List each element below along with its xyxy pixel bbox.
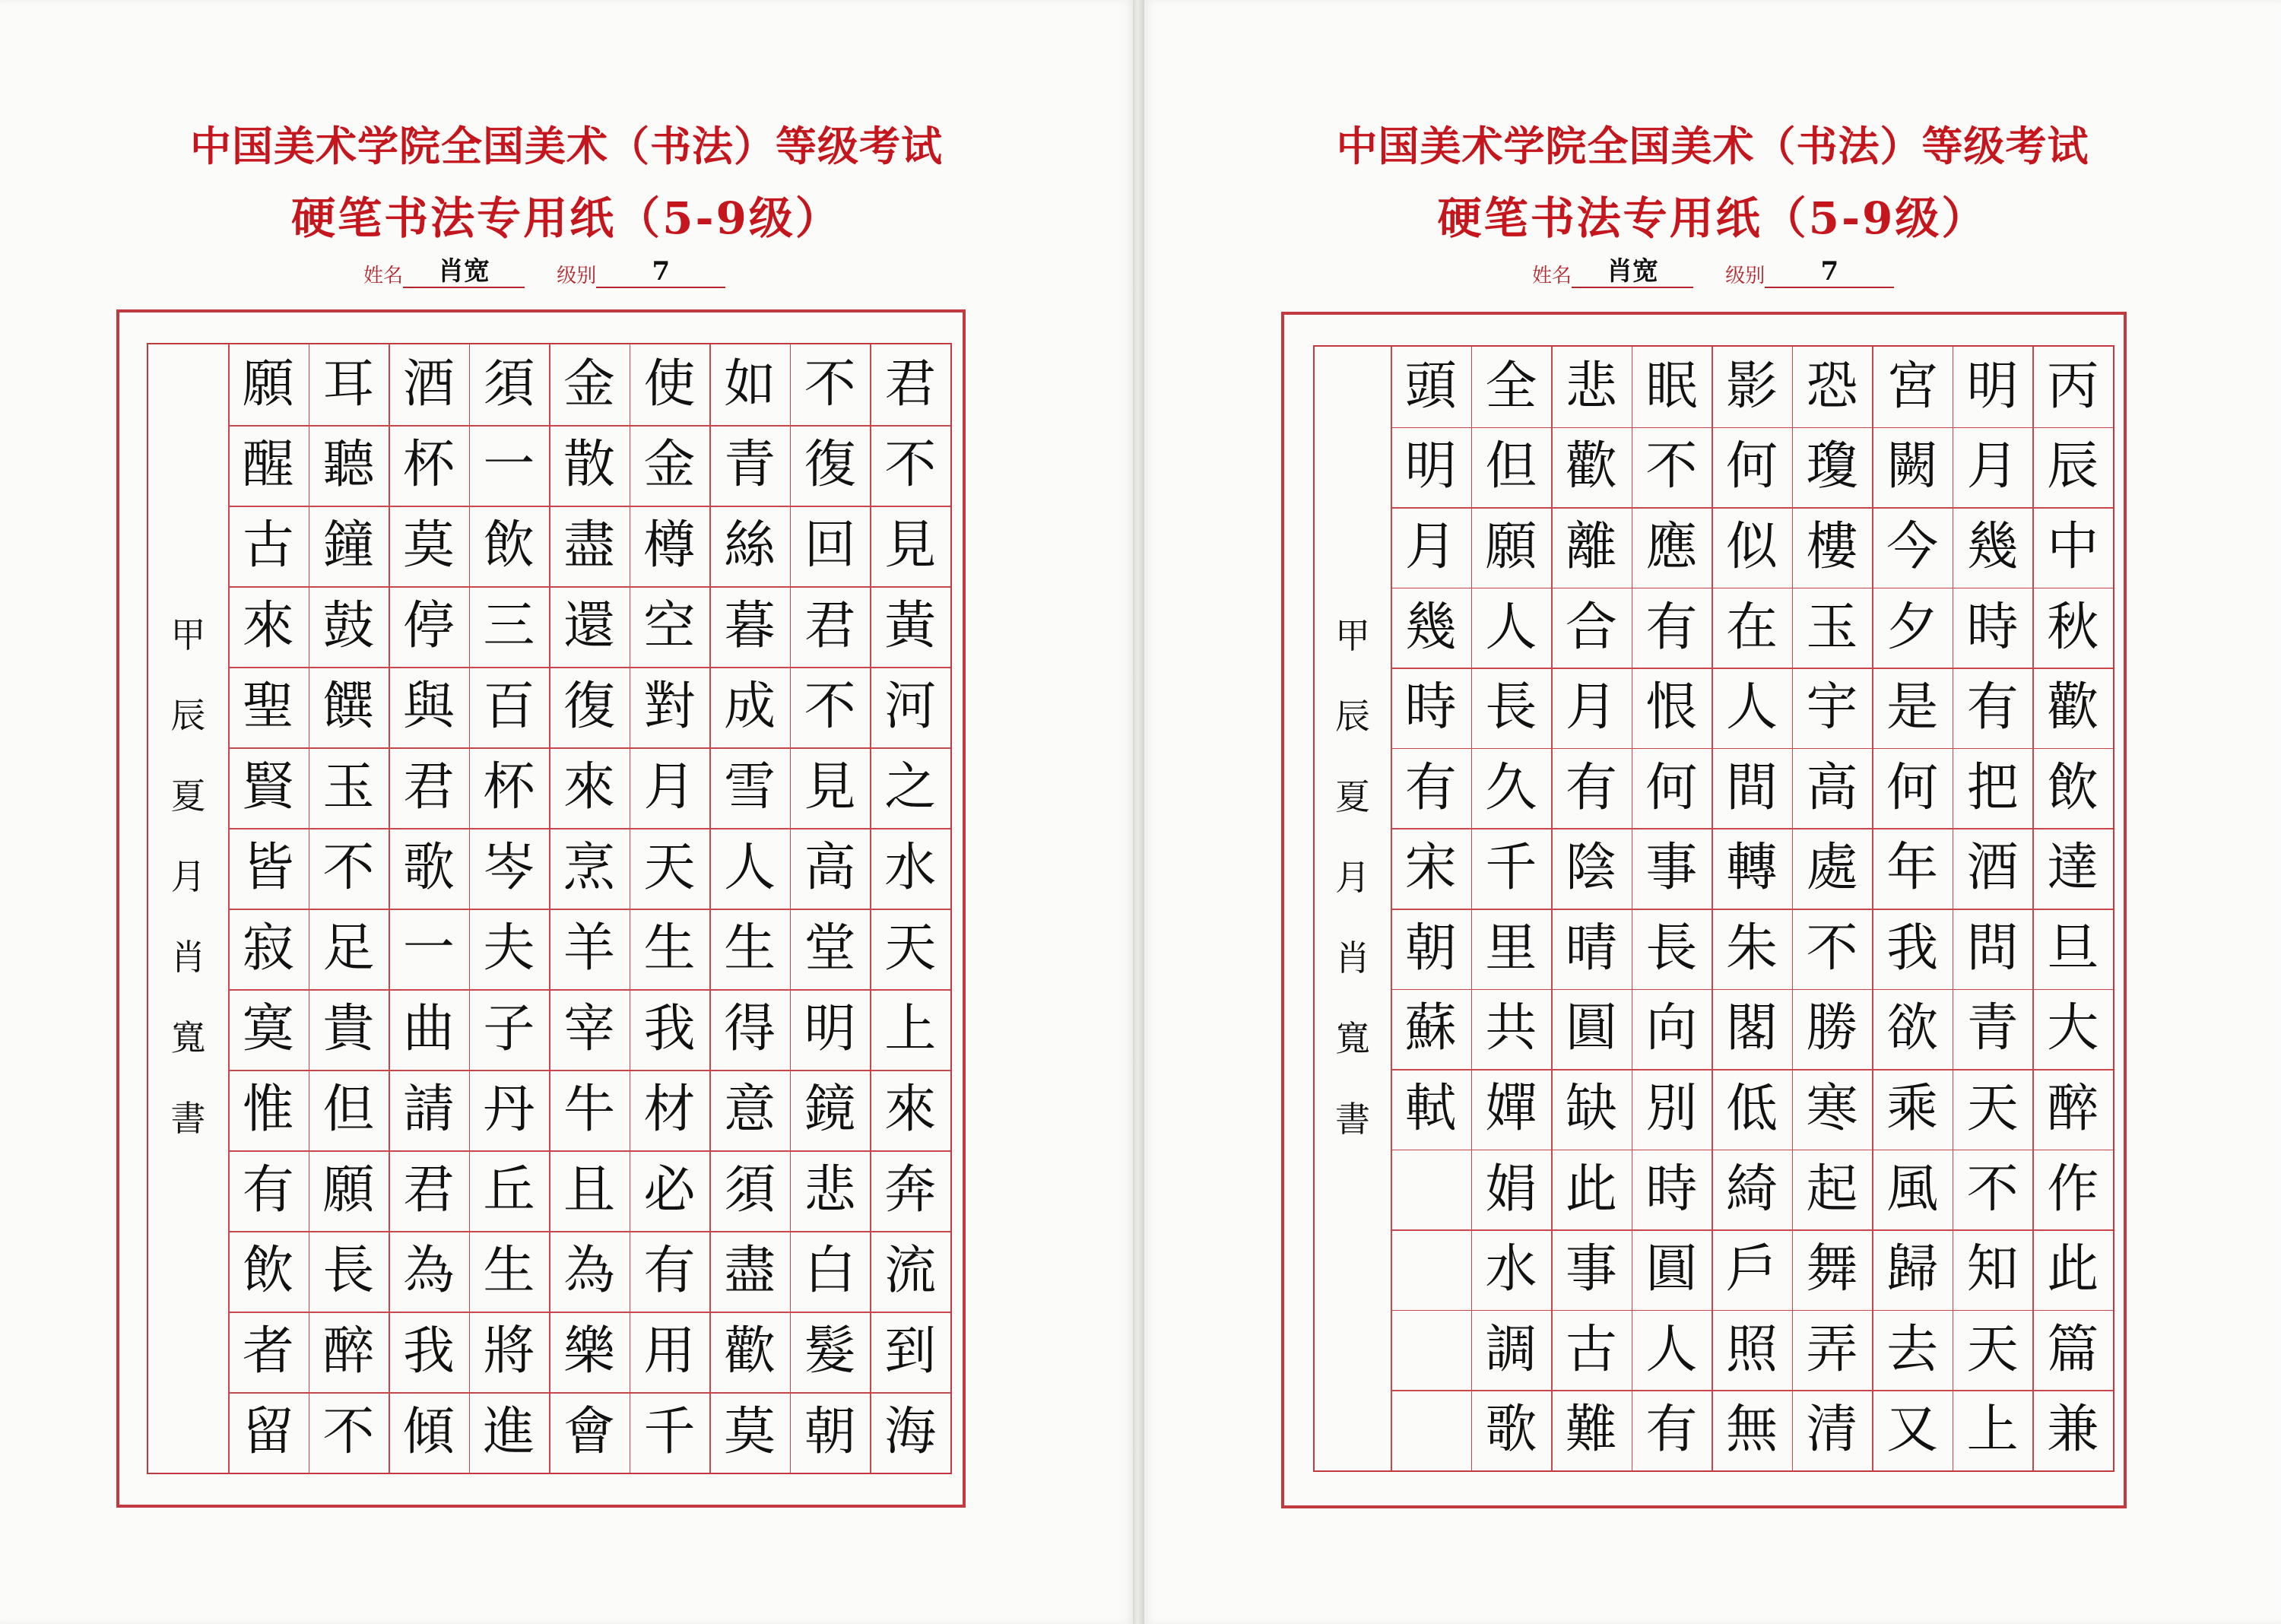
calligraphy-character: 還 <box>563 596 615 656</box>
calligraphy-character: 共 <box>1485 998 1537 1059</box>
level-value: 7 <box>596 256 725 288</box>
signature-character: 甲 <box>1335 615 1370 657</box>
calligraphy-character: 皆 <box>242 838 294 898</box>
calligraphy-character: 高 <box>804 838 856 898</box>
calligraphy-character: 鏡 <box>804 1080 856 1140</box>
calligraphy-character: 有 <box>1645 597 1698 658</box>
calligraphy-character: 幾 <box>1404 597 1457 658</box>
calligraphy-character: 夕 <box>1886 597 1939 658</box>
calligraphy-character: 難 <box>1565 1400 1617 1461</box>
calligraphy-character: 請 <box>402 1080 455 1140</box>
calligraphy-character: 歡 <box>724 1321 776 1381</box>
name-label: 姓名 <box>1532 265 1572 287</box>
calligraphy-character: 聖 <box>242 677 294 737</box>
calligraphy-character: 不 <box>1966 1159 2019 1220</box>
calligraphy-character: 達 <box>2047 838 2099 899</box>
calligraphy-character: 瓊 <box>1806 436 1858 497</box>
calligraphy-character: 停 <box>402 596 455 656</box>
calligraphy-character: 君 <box>804 596 856 656</box>
calligraphy-character: 時 <box>1645 1159 1698 1220</box>
calligraphy-character: 成 <box>724 677 776 737</box>
calligraphy-character: 事 <box>1645 838 1698 899</box>
calligraphy-character: 飲 <box>2047 757 2099 818</box>
calligraphy-character: 明 <box>804 999 856 1059</box>
calligraphy-character: 曲 <box>402 999 455 1059</box>
calligraphy-character: 影 <box>1725 356 1778 417</box>
calligraphy-character: 歡 <box>1565 436 1617 497</box>
right-sheet <box>1144 0 2281 1624</box>
calligraphy-character: 願 <box>322 1160 375 1220</box>
calligraphy-character: 明 <box>1404 436 1457 497</box>
calligraphy-character: 金 <box>643 435 696 495</box>
calligraphy-character: 會 <box>563 1402 615 1462</box>
calligraphy-character: 古 <box>1565 1319 1617 1380</box>
calligraphy-character: 朝 <box>1404 918 1457 979</box>
calligraphy-character: 寞 <box>242 999 294 1059</box>
calligraphy-character: 牛 <box>563 1080 615 1140</box>
calligraphy-character: 得 <box>724 999 776 1059</box>
calligraphy-character: 兼 <box>2047 1400 2099 1461</box>
signature-character: 月 <box>170 855 206 897</box>
calligraphy-character: 君 <box>884 354 937 414</box>
calligraphy-character: 酒 <box>402 354 455 414</box>
calligraphy-character: 離 <box>1565 516 1617 577</box>
calligraphy-character: 天 <box>1966 1319 2019 1380</box>
calligraphy-character: 長 <box>322 1241 375 1301</box>
level-label: 级别 <box>557 265 597 287</box>
calligraphy-character: 明 <box>1966 356 2019 417</box>
calligraphy-character: 幾 <box>1966 516 2019 577</box>
calligraphy-character: 有 <box>1966 677 2019 738</box>
level-value: 7 <box>1765 256 1894 288</box>
calligraphy-character: 轉 <box>1725 838 1778 899</box>
calligraphy-character: 事 <box>1565 1239 1617 1300</box>
calligraphy-character: 不 <box>884 435 937 495</box>
calligraphy-character: 子 <box>483 999 535 1059</box>
calligraphy-character: 樂 <box>563 1321 615 1381</box>
calligraphy-character: 我 <box>643 999 696 1059</box>
calligraphy-character: 圓 <box>1565 998 1617 1059</box>
calligraphy-character: 不 <box>1645 436 1698 497</box>
calligraphy-character: 見 <box>804 757 856 817</box>
calligraphy-character: 在 <box>1725 597 1778 658</box>
calligraphy-character: 久 <box>1485 757 1537 818</box>
signature-column <box>1315 595 1391 1159</box>
calligraphy-character: 欲 <box>1886 998 1939 1059</box>
calligraphy-character: 閣 <box>1725 998 1778 1059</box>
page-gutter <box>1133 0 1144 1624</box>
calligraphy-character: 來 <box>884 1080 937 1140</box>
calligraphy-character: 年 <box>1886 838 1939 899</box>
calligraphy-character: 散 <box>563 435 615 495</box>
calligraphy-character: 盡 <box>724 1241 776 1301</box>
calligraphy-character: 天 <box>884 918 937 979</box>
calligraphy-character: 君 <box>402 1160 455 1220</box>
calligraphy-character: 生 <box>643 918 696 979</box>
calligraphy-character: 宇 <box>1806 677 1858 738</box>
calligraphy-character: 足 <box>322 918 375 979</box>
calligraphy-character: 把 <box>1966 757 2019 818</box>
calligraphy-character: 杯 <box>402 435 455 495</box>
calligraphy-character: 娟 <box>1485 1159 1537 1220</box>
calligraphy-character: 上 <box>1966 1400 2019 1461</box>
signature-character: 夏 <box>1335 776 1370 818</box>
calligraphy-character: 戶 <box>1725 1239 1778 1300</box>
calligraphy-character: 莫 <box>402 515 455 576</box>
calligraphy-character: 願 <box>242 354 294 414</box>
calligraphy-character: 秋 <box>2047 597 2099 658</box>
calligraphy-character: 須 <box>483 354 535 414</box>
calligraphy-character: 悲 <box>1565 356 1617 417</box>
calligraphy-character: 玉 <box>1806 597 1858 658</box>
calligraphy-character: 丹 <box>483 1080 535 1140</box>
calligraphy-character: 篇 <box>2047 1319 2099 1380</box>
calligraphy-character: 月 <box>1565 677 1617 738</box>
calligraphy-character: 此 <box>2047 1239 2099 1300</box>
calligraphy-character: 一 <box>402 918 455 979</box>
calligraphy-character: 必 <box>643 1160 696 1220</box>
calligraphy-character: 我 <box>1886 918 1939 979</box>
writing-grid <box>147 343 952 1474</box>
calligraphy-character: 人 <box>1485 597 1537 658</box>
calligraphy-character: 惟 <box>242 1080 294 1140</box>
calligraphy-character: 青 <box>724 435 776 495</box>
calligraphy-character: 何 <box>1725 436 1778 497</box>
calligraphy-character: 進 <box>483 1402 535 1462</box>
calligraphy-character: 恐 <box>1806 356 1858 417</box>
calligraphy-character: 耳 <box>322 354 375 414</box>
calligraphy-character: 眠 <box>1645 356 1698 417</box>
name-label: 姓名 <box>363 265 404 287</box>
calligraphy-character: 空 <box>643 596 696 656</box>
calligraphy-character: 悲 <box>804 1160 856 1220</box>
calligraphy-character: 岑 <box>483 838 535 898</box>
calligraphy-character: 人 <box>724 838 776 898</box>
calligraphy-character: 水 <box>1485 1239 1537 1300</box>
calligraphy-character: 天 <box>643 838 696 898</box>
calligraphy-character: 闕 <box>1886 436 1939 497</box>
calligraphy-character: 到 <box>884 1321 937 1381</box>
calligraphy-character: 丙 <box>2047 356 2099 417</box>
calligraphy-character: 缺 <box>1565 1078 1617 1139</box>
calligraphy-character: 辰 <box>2047 436 2099 497</box>
calligraphy-character: 暮 <box>724 596 776 656</box>
calligraphy-character: 大 <box>2047 998 2099 1059</box>
calligraphy-character: 但 <box>1485 436 1537 497</box>
calligraphy-character: 歌 <box>402 838 455 898</box>
calligraphy-character: 無 <box>1725 1400 1778 1461</box>
calligraphy-character: 乘 <box>1886 1078 1939 1139</box>
calligraphy-character: 饌 <box>322 677 375 737</box>
calligraphy-character: 是 <box>1886 677 1939 738</box>
calligraphy-character: 千 <box>643 1402 696 1462</box>
calligraphy-character: 雪 <box>724 757 776 817</box>
calligraphy-character: 天 <box>1966 1078 2019 1139</box>
calligraphy-character: 一 <box>483 435 535 495</box>
calligraphy-character: 問 <box>1966 918 2019 979</box>
calligraphy-character: 金 <box>563 354 615 414</box>
calligraphy-character: 舞 <box>1806 1239 1858 1300</box>
calligraphy-character: 軾 <box>1404 1078 1457 1139</box>
calligraphy-character: 用 <box>643 1321 696 1381</box>
calligraphy-character: 中 <box>2047 516 2099 577</box>
calligraphy-character: 如 <box>724 354 776 414</box>
calligraphy-character: 樽 <box>643 515 696 576</box>
signature-character: 書 <box>170 1097 206 1139</box>
signature-character: 寬 <box>170 1017 206 1058</box>
calligraphy-character: 有 <box>242 1160 294 1220</box>
name-level-row <box>1532 256 1894 293</box>
calligraphy-character: 朝 <box>804 1402 856 1462</box>
calligraphy-character: 且 <box>563 1160 615 1220</box>
calligraphy-character: 嬋 <box>1485 1078 1537 1139</box>
calligraphy-character: 不 <box>322 838 375 898</box>
calligraphy-character: 歡 <box>2047 677 2099 738</box>
calligraphy-character: 鐘 <box>322 515 375 576</box>
calligraphy-character: 月 <box>1966 436 2019 497</box>
calligraphy-character: 須 <box>724 1160 776 1220</box>
calligraphy-character: 不 <box>804 677 856 737</box>
calligraphy-character: 見 <box>884 515 937 576</box>
calligraphy-character: 宰 <box>563 999 615 1059</box>
calligraphy-character: 醒 <box>242 435 294 495</box>
calligraphy-character: 月 <box>643 757 696 817</box>
signature-character: 夏 <box>170 775 206 817</box>
calligraphy-character: 者 <box>242 1321 294 1381</box>
calligraphy-character: 勝 <box>1806 998 1858 1059</box>
calligraphy-character: 不 <box>804 354 856 414</box>
calligraphy-character: 生 <box>724 918 776 979</box>
calligraphy-character: 寒 <box>1806 1078 1858 1139</box>
calligraphy-character: 為 <box>563 1241 615 1301</box>
signature-character: 辰 <box>170 694 206 736</box>
calligraphy-character: 來 <box>242 596 294 656</box>
calligraphy-character: 與 <box>402 677 455 737</box>
calligraphy-character: 頭 <box>1404 356 1457 417</box>
calligraphy-character: 千 <box>1485 838 1537 899</box>
calligraphy-character: 留 <box>242 1402 294 1462</box>
calligraphy-character: 生 <box>483 1241 535 1301</box>
calligraphy-character: 高 <box>1806 757 1858 818</box>
calligraphy-character: 烹 <box>563 838 615 898</box>
calligraphy-character: 對 <box>643 677 696 737</box>
calligraphy-character: 起 <box>1806 1159 1858 1220</box>
calligraphy-character: 有 <box>1404 757 1457 818</box>
calligraphy-character: 使 <box>643 354 696 414</box>
calligraphy-character: 百 <box>483 677 535 737</box>
calligraphy-character: 聽 <box>322 435 375 495</box>
calligraphy-character: 白 <box>804 1241 856 1301</box>
calligraphy-character: 將 <box>483 1321 535 1381</box>
calligraphy-character: 賢 <box>242 757 294 817</box>
calligraphy-character: 堂 <box>804 918 856 979</box>
calligraphy-character: 杯 <box>483 757 535 817</box>
calligraphy-character: 丘 <box>483 1160 535 1220</box>
calligraphy-character: 三 <box>483 596 535 656</box>
calligraphy-character: 風 <box>1886 1159 1939 1220</box>
calligraphy-character: 月 <box>1404 516 1457 577</box>
signature-character: 月 <box>1335 857 1370 899</box>
calligraphy-character: 應 <box>1645 516 1698 577</box>
calligraphy-character: 玉 <box>322 757 375 817</box>
calligraphy-character: 時 <box>1404 677 1457 738</box>
calligraphy-character: 但 <box>322 1080 375 1140</box>
calligraphy-character: 傾 <box>402 1402 455 1462</box>
calligraphy-character: 宮 <box>1886 356 1939 417</box>
paper-subtitle: 硬笔书法专用纸（5-9级） <box>1437 192 1988 244</box>
calligraphy-character: 去 <box>1886 1319 1939 1380</box>
signature-character: 甲 <box>170 614 206 655</box>
signature-character: 寬 <box>1335 1018 1370 1060</box>
calligraphy-character: 河 <box>884 677 937 737</box>
calligraphy-character: 羊 <box>563 918 615 979</box>
calligraphy-character: 低 <box>1725 1078 1778 1139</box>
calligraphy-character: 何 <box>1886 757 1939 818</box>
calligraphy-character: 旦 <box>2047 918 2099 979</box>
calligraphy-character: 寂 <box>242 918 294 979</box>
calligraphy-character: 髮 <box>804 1321 856 1381</box>
calligraphy-character: 時 <box>1966 597 2019 658</box>
writing-grid <box>1313 345 2114 1472</box>
left-sheet <box>0 0 1133 1624</box>
calligraphy-character: 有 <box>1565 757 1617 818</box>
calligraphy-character: 復 <box>804 435 856 495</box>
calligraphy-character: 之 <box>884 757 937 817</box>
calligraphy-character: 歌 <box>1485 1400 1537 1461</box>
paper-subtitle: 硬笔书法专用纸（5-9级） <box>291 192 842 244</box>
calligraphy-character: 流 <box>884 1241 937 1301</box>
calligraphy-character: 又 <box>1886 1400 1939 1461</box>
calligraphy-character: 飲 <box>483 515 535 576</box>
calligraphy-character: 有 <box>643 1241 696 1301</box>
calligraphy-character: 莫 <box>724 1402 776 1462</box>
calligraphy-character: 歸 <box>1886 1239 1939 1300</box>
calligraphy-character: 奔 <box>884 1160 937 1220</box>
name-value: 肖宽 <box>403 256 525 288</box>
calligraphy-character: 蘇 <box>1404 998 1457 1059</box>
calligraphy-character: 貴 <box>322 999 375 1059</box>
signature-character: 肖 <box>1335 937 1370 979</box>
calligraphy-character: 鼓 <box>322 596 375 656</box>
calligraphy-character: 古 <box>242 515 294 576</box>
calligraphy-character: 飲 <box>242 1241 294 1301</box>
signature-column <box>148 595 228 1159</box>
calligraphy-character: 此 <box>1565 1159 1617 1220</box>
calligraphy-character: 有 <box>1645 1400 1698 1461</box>
calligraphy-character: 樓 <box>1806 516 1858 577</box>
calligraphy-character: 醉 <box>2047 1078 2099 1139</box>
calligraphy-character: 處 <box>1806 838 1858 899</box>
name-value: 肖宽 <box>1572 256 1693 288</box>
calligraphy-character: 盡 <box>563 515 615 576</box>
calligraphy-character: 水 <box>884 838 937 898</box>
calligraphy-character: 絲 <box>724 515 776 576</box>
signature-character: 書 <box>1335 1099 1370 1140</box>
calligraphy-character: 全 <box>1485 356 1537 417</box>
calligraphy-character: 黃 <box>884 596 937 656</box>
calligraphy-character: 長 <box>1645 918 1698 979</box>
calligraphy-character: 君 <box>402 757 455 817</box>
calligraphy-character: 何 <box>1645 757 1698 818</box>
calligraphy-character: 復 <box>563 677 615 737</box>
calligraphy-character: 照 <box>1725 1319 1778 1380</box>
calligraphy-character: 間 <box>1725 757 1778 818</box>
calligraphy-character: 清 <box>1806 1400 1858 1461</box>
calligraphy-character: 上 <box>884 999 937 1059</box>
calligraphy-character: 綺 <box>1725 1159 1778 1220</box>
signature-character: 肖 <box>170 936 206 978</box>
calligraphy-character: 人 <box>1645 1319 1698 1380</box>
exam-title: 中国美术学院全国美术（书法）等级考试 <box>190 122 943 170</box>
calligraphy-character: 我 <box>402 1321 455 1381</box>
calligraphy-character: 來 <box>563 757 615 817</box>
calligraphy-character: 似 <box>1725 516 1778 577</box>
calligraphy-character: 願 <box>1485 516 1537 577</box>
calligraphy-character: 不 <box>322 1402 375 1462</box>
calligraphy-character: 作 <box>2047 1159 2099 1220</box>
calligraphy-character: 調 <box>1485 1319 1537 1380</box>
exam-title: 中国美术学院全国美术（书法）等级考试 <box>1336 122 2089 170</box>
calligraphy-character: 青 <box>1966 998 2019 1059</box>
calligraphy-character: 宋 <box>1404 838 1457 899</box>
calligraphy-character: 回 <box>804 515 856 576</box>
calligraphy-character: 意 <box>724 1080 776 1140</box>
calligraphy-character: 人 <box>1725 677 1778 738</box>
level-label: 级别 <box>1725 265 1765 287</box>
name-level-row <box>363 256 725 293</box>
calligraphy-character: 圓 <box>1645 1239 1698 1300</box>
calligraphy-character: 海 <box>884 1402 937 1462</box>
calligraphy-character: 別 <box>1645 1078 1698 1139</box>
calligraphy-character: 長 <box>1485 677 1537 738</box>
calligraphy-character: 今 <box>1886 516 1939 577</box>
calligraphy-character: 酒 <box>1966 838 2019 899</box>
calligraphy-character: 不 <box>1806 918 1858 979</box>
calligraphy-character: 材 <box>643 1080 696 1140</box>
calligraphy-character: 合 <box>1565 597 1617 658</box>
calligraphy-character: 夫 <box>483 918 535 979</box>
calligraphy-character: 陰 <box>1565 838 1617 899</box>
calligraphy-character: 里 <box>1485 918 1537 979</box>
calligraphy-character: 向 <box>1645 998 1698 1059</box>
calligraphy-character: 弄 <box>1806 1319 1858 1380</box>
calligraphy-character: 朱 <box>1725 918 1778 979</box>
calligraphy-character: 醉 <box>322 1321 375 1381</box>
calligraphy-character: 為 <box>402 1241 455 1301</box>
calligraphy-character: 恨 <box>1645 677 1698 738</box>
calligraphy-character: 知 <box>1966 1239 2019 1300</box>
calligraphy-character: 晴 <box>1565 918 1617 979</box>
signature-character: 辰 <box>1335 696 1370 737</box>
